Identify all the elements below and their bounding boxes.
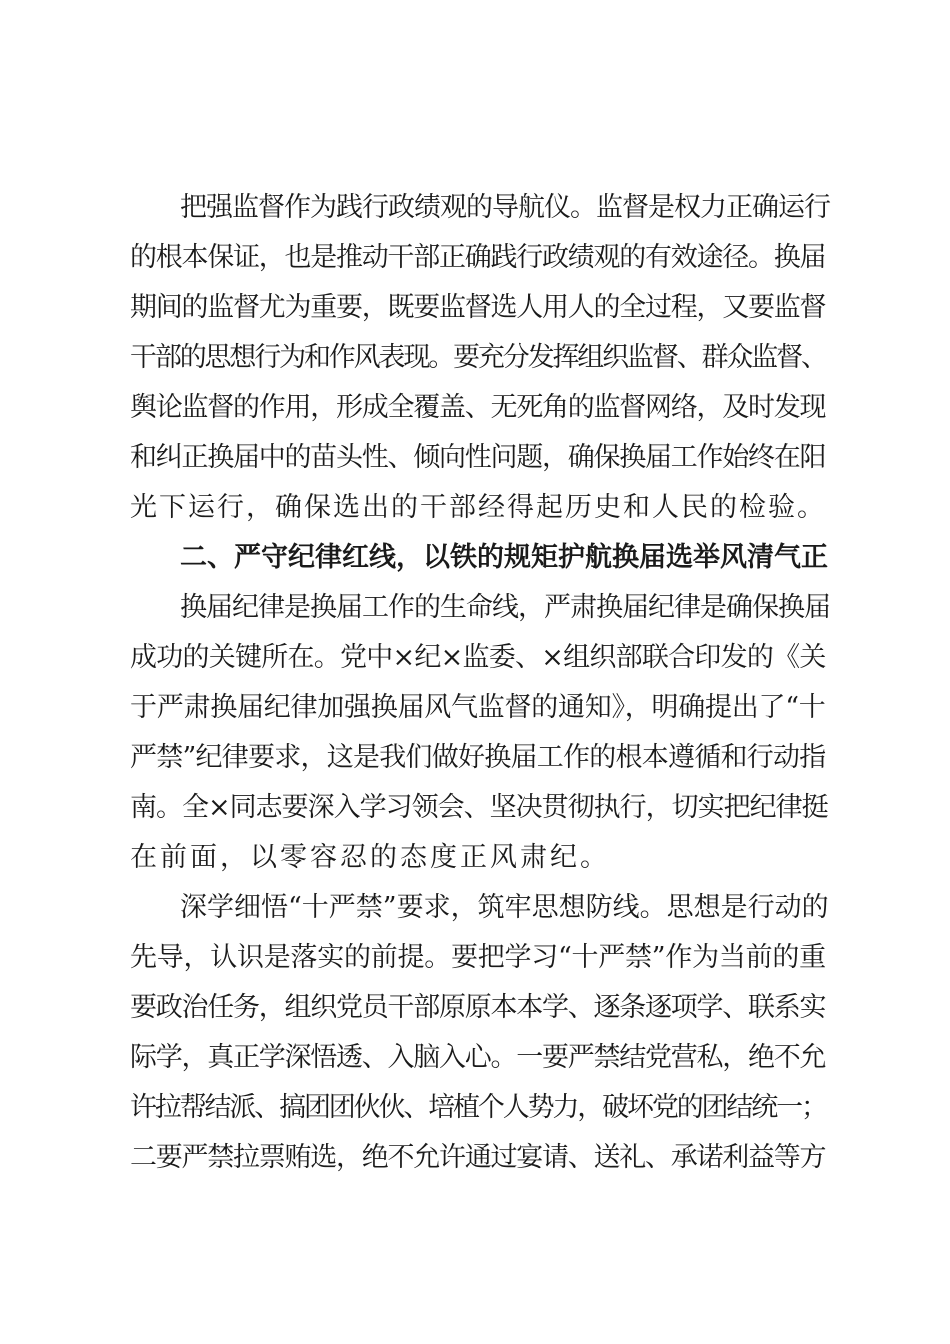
paragraph-2-line-1: 换届纪律是换届工作的生命线，严肃换届纪律是确保换届 [180, 592, 830, 623]
paragraph-1-line-7: 光下运行，确保选出的干部经得起历史和人民的检验。 [130, 492, 826, 523]
paragraph-1-line-5: 舆论监督的作用，形成全覆盖、无死角的监督网络，及时发现 [130, 392, 826, 423]
paragraph-3-line-1: 深学细悟“十严禁”要求，筑牢思想防线。思想是行动的 [180, 892, 829, 923]
paragraph-2-line-3: 于严肃换届纪律加强换届风气监督的通知》，明确提出了“十 [130, 692, 826, 723]
paragraph-3-line-6: 二要严禁拉票贿选，绝不允许通过宴请、送礼、承诺利益等方 [130, 1142, 826, 1173]
paragraph-2-line-2: 成功的关键所在。党中×纪×监委、×组织部联合印发的《关 [130, 642, 826, 673]
paragraph-2-line-6: 在前面，以零容忍的态度正风肃纪。 [130, 842, 610, 873]
paragraph-3-line-2: 先导，认识是落实的前提。要把学习“十严禁”作为当前的重 [130, 942, 826, 973]
paragraph-3-line-5: 许拉帮结派、搞团团伙伙、培植个人势力，破坏党的团结统一； [130, 1092, 826, 1123]
paragraph-3-line-4: 际学，真正学深悟透、入脑入心。一要严禁结党营私，绝不允 [130, 1042, 826, 1073]
paragraph-1-line-6: 和纠正换届中的苗头性、倾向性问题，确保换届工作始终在阳 [130, 442, 826, 473]
paragraph-2-line-4: 严禁”纪律要求，这是我们做好换届工作的根本遵循和行动指 [130, 742, 826, 773]
paragraph-1-line-3: 期间的监督尤为重要，既要监督选人用人的全过程，又要监督 [130, 292, 826, 323]
section-heading-2: 二、严守纪律红线，以铁的规矩护航换届选举风清气正 [180, 542, 828, 573]
paragraph-1-line-1: 把强监督作为践行政绩观的导航仪。监督是权力正确运行 [180, 192, 830, 223]
paragraph-1-line-4: 干部的思想行为和作风表现。要充分发挥组织监督、群众监督、 [130, 342, 826, 373]
paragraph-2-line-5: 南。全×同志要深入学习领会、坚决贯彻执行，切实把纪律挺 [130, 792, 828, 823]
paragraph-1-line-2: 的根本保证，也是推动干部正确践行政绩观的有效途径。换届 [130, 242, 826, 273]
paragraph-3-line-3: 要政治任务，组织党员干部原原本本学、逐条逐项学、联系实 [130, 992, 826, 1023]
